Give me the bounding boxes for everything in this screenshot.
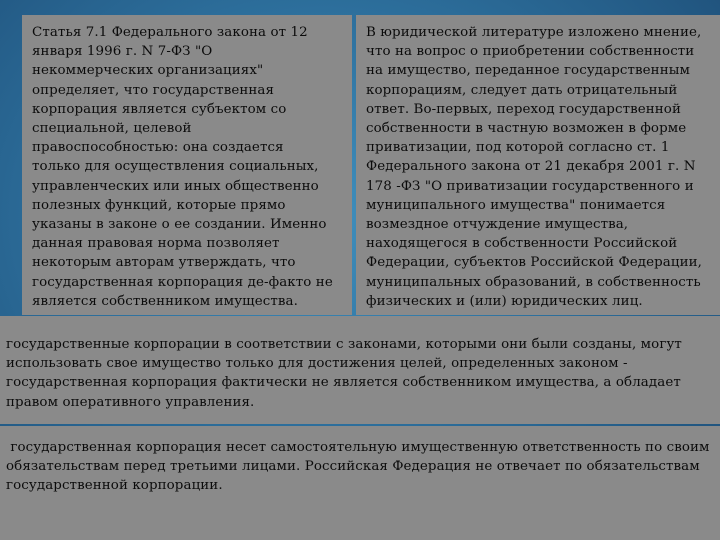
left-paragraph: Статья 7.1 Федерального закона от 12 января 1996 г. N 7-ФЗ "О некоммерческих организациях" определяет, что государственная корпорация является субъектом со специальной, целевой правоспособностью: она создается только для осуществления социальных, управленческих или иных общественно полезных функций, которые прямо указаны в законе о ее создании. Именно данная правовая норма позволяет некоторым авторам утверждать, что государственная корпорация де-факто не является собственником имущества. xyxy=(32,25,338,309)
bottom-paragraph: государственная корпорация несет самостоятельную имущественную ответственность по своим обязательствам перед третьими лицами. Российская Федерация не отвечает по обязательствам государственной корпорации. xyxy=(6,440,714,494)
middle-text-box xyxy=(0,316,720,424)
left-text-box xyxy=(22,15,352,315)
bottom-text-box xyxy=(0,426,720,540)
right-text-box xyxy=(356,15,720,315)
right-paragraph: В юридической литературе изложено мнение, что на вопрос о приобретении собственности на имущество, переданное государственным корпорациям, следует дать отрицательный ответ. Во-первых, переход государственной собственности в частную возможен в форме приватизации, под которой согласно ст. 1 Федерального закона от 21 декабря 2001 г. N 178 -ФЗ "О приватизации государственного и муниципального имущества" понимается возмездное отчуждение имущества, находящегося в собственности Российской Федерации, субъектов Российской Федерации, муниципальных образований, в собственность физических и (или) юридических лиц. xyxy=(366,25,707,309)
middle-paragraph: государственные корпорации в соответствии с законами, которыми они были созданы, могут использовать свое имущество только для достижения целей, определенных законом - государственная корпорация фактически не является собственником имущества, а обладает правом оперативного управления. xyxy=(6,337,687,410)
